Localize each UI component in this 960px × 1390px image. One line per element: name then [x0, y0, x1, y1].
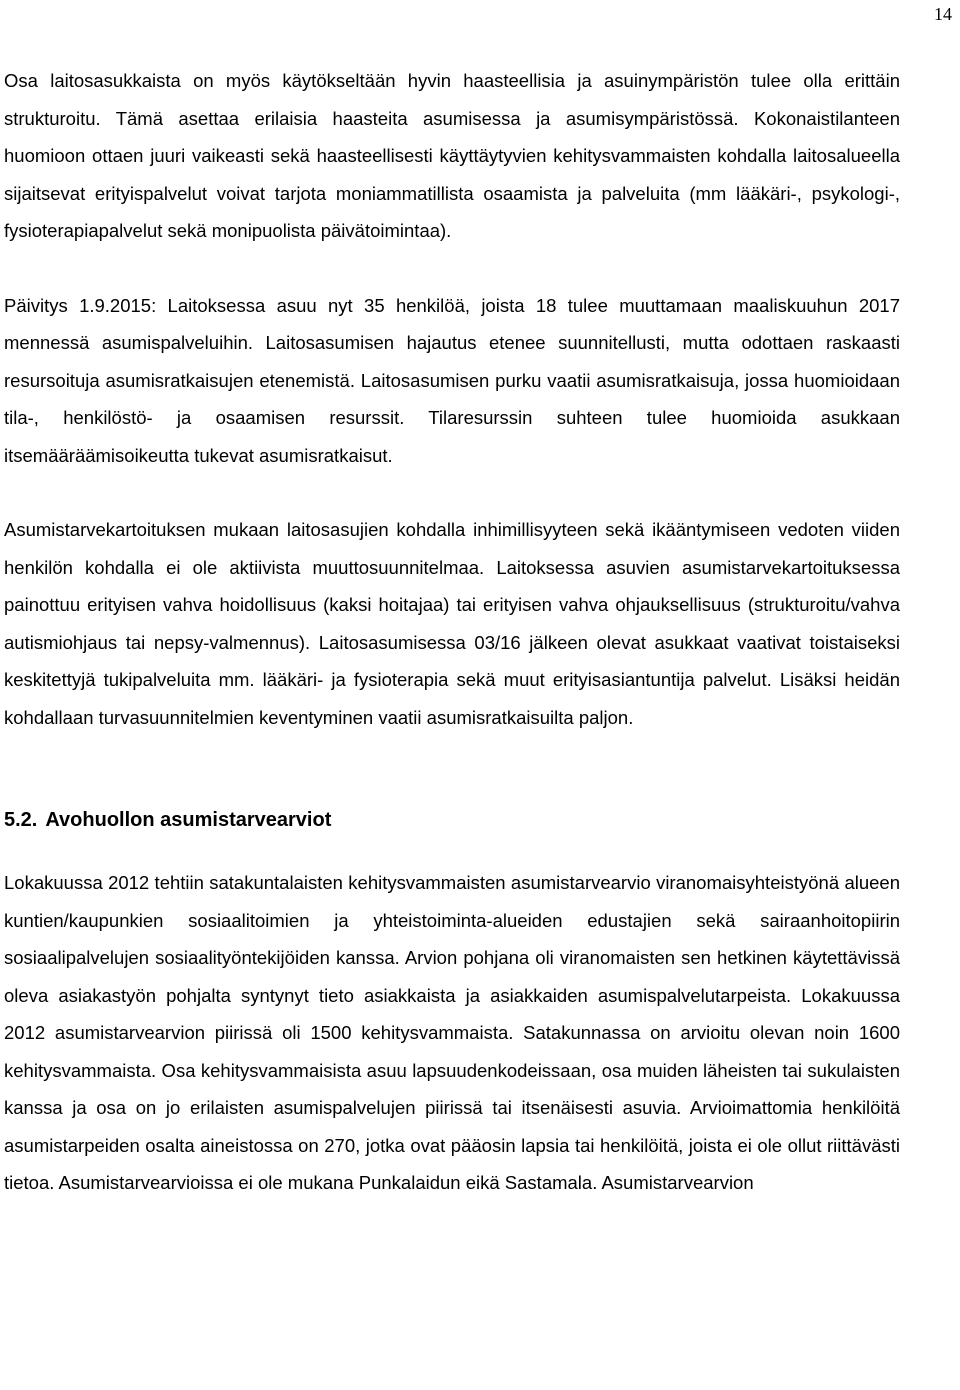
- page-number: 14: [934, 4, 952, 24]
- paragraph-paivitys: Päivitys 1.9.2015: Laitoksessa asuu nyt 35 henkilöä, joista 18 tulee muuttamaan maaliskuuhun 2017 mennessä asumispalveluihin. Laitosasumisen hajautus etenee suunnitellusti, mutta odottaen raskaasti resursoituja asumisratkaisujen etenemistä. Laitosasumisen purku vaatii asumisratkaisuja, jossa huomioidaan tila-, henkilöstö- ja osaamisen resurssit. Tilaresurssin suhteen tulee huomioida asukkaan itsemääräämisoikeutta tukevat asumisratkaisut.: [4, 294, 900, 466]
- document-body: [4, 62, 900, 1202]
- paragraph-laitosasukkaat: Osa laitosasukkaista on myös käytökseltään hyvin haasteellisia ja asuinympäristön tulee olla erittäin strukturoitu. Tämä asettaa erilaisia haasteita asumisessa ja asumisympäristössä. Kokonaistilanteen huomioon ottaen juuri vaikeasti sekä haasteellisesti käyttäytyvien kehitysvammaisten kohdalla laitosalueella sijaitsevat erityispalvelut voivat tarjota moniammatillista osaamista ja palveluita (mm lääkäri-, psykologi-, fysioterapiapalvelut sekä monipuolista päivätoimintaa).: [4, 70, 900, 241]
- paragraph-asumistarvekartoitus: Asumistarvekartoituksen mukaan laitosasujien kohdalla inhimillisyyteen sekä ikääntymiseen vedoten viiden henkilön kohdalla ei ole aktiivista muuttosuunnitelmaa. Laitoksessa asuvien asumistarvekartoituksessa painottuu erityisen vahva hoidollisuus (kaksi hoitajaa) tai erityisen vahva ohjauksellisuus (strukturoitu/vahva autismiohjaus tai nepsy-valmennus). Laitosasumisessa 03/16 jälkeen olevat asukkaat vaativat toistaiseksi keskitettyjä tukipalveluita mm. lääkäri- ja fysioterapia sekä muut erityisasiantuntija palvelut. Lisäksi heidän kohdallaan turvasuunnitelmien keventyminen vaatii asumisratkaisuilta paljon.: [4, 519, 900, 728]
- section-heading: [4, 804, 900, 836]
- section-title: Avohuollon asumistarvearviot: [45, 809, 332, 831]
- paragraph-lokakuu-2012: Lokakuussa 2012 tehtiin satakuntalaisten kehitysvammaisten asumistarvearvio viranomaisyhteistyönä alueen kuntien/kaupunkien sosiaalitoimien ja yhteistoiminta-alueiden edustajien sekä sairaanhoitopiirin sosiaalipalvelujen sosiaalityöntekijöiden kanssa. Arvion pohjana oli viranomaisten sen hetkinen käytettävissä oleva asiakastyön pohjalta syntynyt tieto asiakkaista ja asiakkaiden asumispalvelutarpeista. Lokakuussa 2012 asumistarvearvion piirissä oli 1500 kehitysvammaista. Satakunnassa on arvioitu olevan noin 1600 kehitysvammaista. Osa kehitysvammaisista asuu lapsuudenkodeissaan, osa muiden läheisten tai sukulaisten kanssa ja osa on jo erilaisten asumispalvelujen piirissä tai itsenäisesti asuvia. Arvioimattomia henkilöitä asumistarpeiden osalta aineistossa on 270, jotka ovat pääosin lapsia tai henkilöitä, joista ei ole ollut riittävästi tietoa. Asumistarvearvioissa ei ole mukana Punkalaidun eikä Sastamala. Asumistarvearvion: [4, 872, 900, 1193]
- section-number: 5.2.: [4, 809, 38, 831]
